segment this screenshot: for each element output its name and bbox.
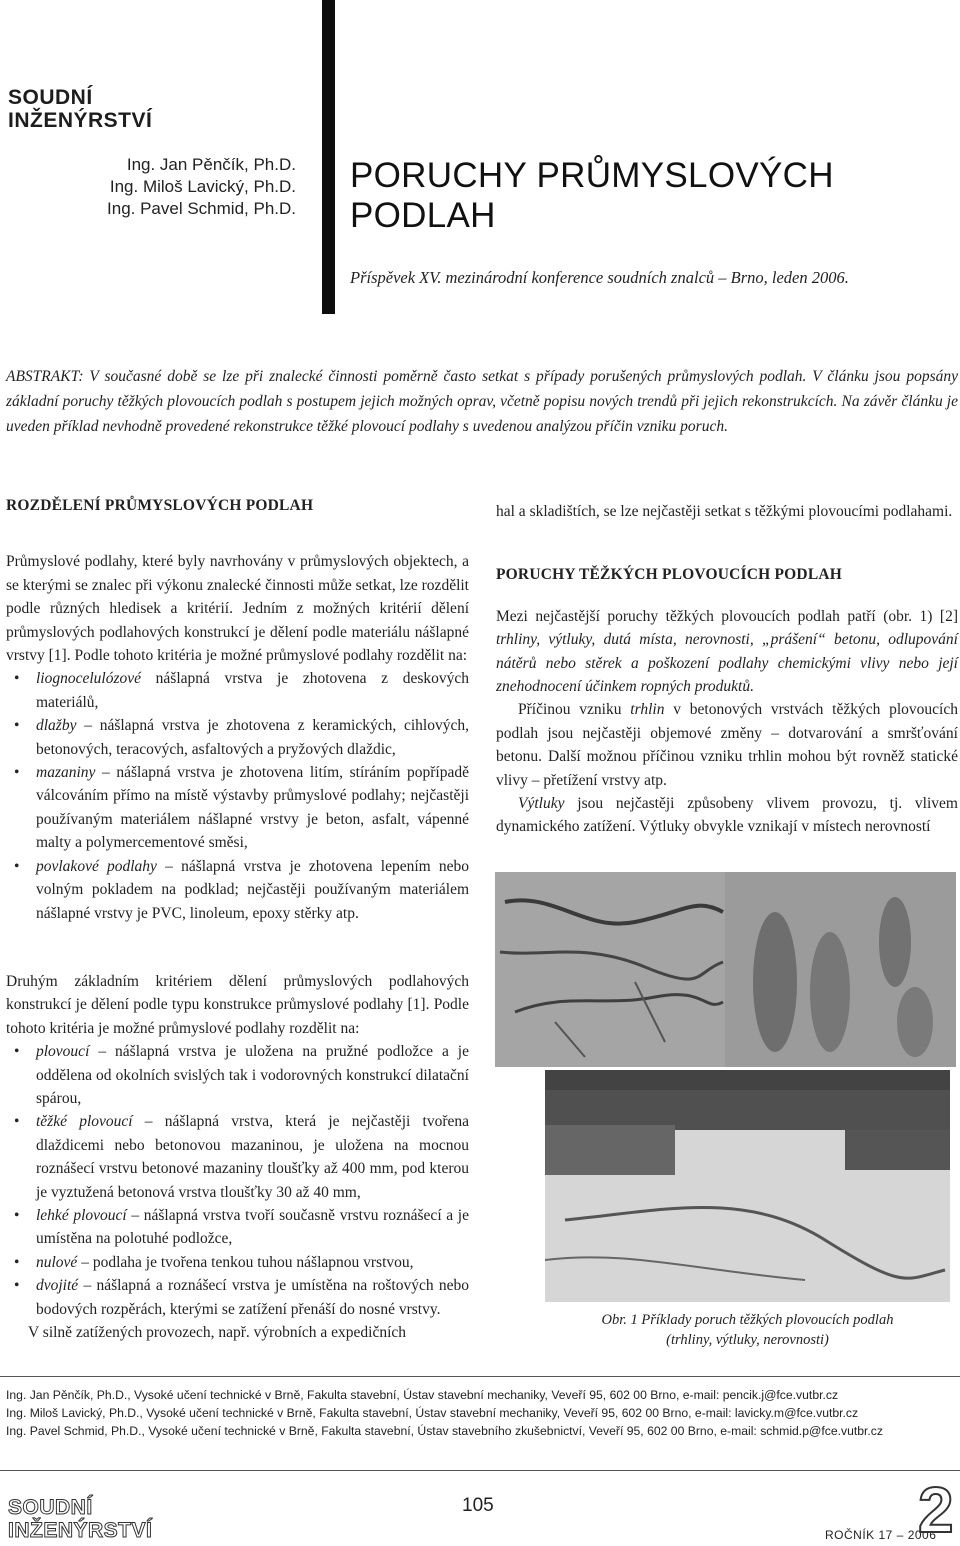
list-item: • těžké plovoucí – nášlapná vrstva, která je nejčastěji tvořena dlaždicemi nebo betonovou mazaninou, je uložena na mocnou roznášecí vrstvu betonové mazaniny tloušťky až 400 mm, pod kterou je vyztužená betonová vrstva tloušťky 30 až 40 mm,	[36, 1110, 469, 1204]
section-heading-rozdeleni: ROZDĚLENÍ PRŮMYSLOVÝCH PODLAH	[6, 497, 314, 514]
author-1: Ing. Jan Pěnčík, Ph.D.	[126, 155, 296, 174]
affiliation-line: Ing. Jan Pěnčík, Ph.D., Vysoké učení technické v Brně, Fakulta stavební, Ústav stavební mechaniky, Veveří 95, 602 00 Brno, e-mail: pencik.j@fce.vutbr.cz	[6, 1388, 839, 1402]
material-list	[6, 667, 469, 924]
construction-type-list	[6, 1040, 469, 1321]
author-list	[6, 154, 296, 220]
article-subtitle: Příspěvek XV. mezinárodní konference soudních znalců – Brno, leden 2006.	[350, 268, 849, 287]
footer-rule	[0, 1376, 960, 1377]
intro-paragraph: Průmyslové podlahy, které byly navrhovány v průmyslových objektech, a se kterými se znalec při výkonu znalecké činnosti může setkat, lze rozdělit podle různých hledisek a kritérií. Jedním z možných kritérií dělení průmyslových podlahových konstrukcí je dělení podle materiálu nášlapné vrstvy [1]. Podle tohoto kritéria je možné průmyslové podlahy rozdělit na:	[6, 553, 469, 665]
closing-paragraph: V silně zatížených provozech, např. výrobních a expedičních	[28, 1324, 407, 1342]
author-2: Ing. Miloš Lavický, Ph.D.	[109, 177, 296, 196]
figure-caption	[545, 1310, 950, 1350]
footer-logo	[8, 1496, 152, 1542]
list-item: • povlakové podlahy – nášlapná vrstva je zhotovena lepením nebo volným pokladem na podklad; nejčastěji používaným materiálem nášlapné vrstvy je PVC, linoleum, epoxy stěrky atp.	[36, 855, 469, 925]
list-item: • liognocelulózové nášlapná vrstva je zhotovena z deskových materiálů,	[36, 667, 469, 714]
continued-paragraph: hal a skladištích, se lze nejčastěji setkat s těžkými plovoucími podlahami.	[496, 503, 953, 520]
issue-number: 2	[918, 1474, 954, 1546]
photo-cracks	[495, 872, 956, 1067]
author-affiliations	[6, 1386, 883, 1440]
left-column-lower	[6, 970, 469, 1345]
section-heading-poruchy: PORUCHY TĚŽKÝCH PLOVOUCÍCH PODLAH	[496, 566, 843, 584]
left-column	[6, 494, 469, 925]
list-item: • nulové – podlaha je tvořena tenkou tuhou nášlapnou vrstvou,	[36, 1251, 469, 1274]
crack-image	[495, 872, 956, 1067]
header-divider-bar	[322, 0, 335, 314]
right-column	[496, 500, 958, 839]
list-item: • dlažby – nášlapná vrstva je zhotovena z keramických, cihlových, betonových, teracových, asfaltových a pryžových dlaždic,	[36, 714, 469, 761]
second-criterion-paragraph: Druhým základním kritériem dělení průmyslových podlahových konstrukcí je dělení podle typu konstrukce průmyslové podlahy [1]. Podle tohoto kritéria je možné průmyslové podlahy rozdělit na:	[6, 973, 469, 1037]
logo-line-2: INŽENÝRSTVÍ	[8, 109, 153, 132]
journal-logo	[8, 86, 152, 132]
volume-label: ROČNÍK 17 – 2006	[825, 1528, 937, 1542]
list-item: • lehké plovoucí – nášlapná vrstva tvoří současně vrstvu roznášecí a je umístěna na polotuhé podložce,	[36, 1204, 469, 1251]
cracks-paragraph: Příčinou vzniku trhlin v betonových vrstvách těžkých plovoucích podlah jsou nejčastěji objemové změny – dotvarování a smršťování betonu. Další možnou příčinou vzniku trhlin mohou být rovněž statické vlivy – přetížení vrstvy atp.	[496, 701, 958, 789]
potholes-paragraph: Výtluky jsou nejčastěji způsobeny vlivem provozu, tj. vlivem dynamického zatížení. Výtluky obvykle vznikají v místech nerovností	[496, 795, 958, 836]
abstract: ABSTRAKT: V současné době se lze při znalecké činnosti poměrně často setkat s případy porušených průmyslových podlah. V článku jsou popsány základní poruchy těžkých plovoucích podlah s postupem jejich možných oprav, včetně popisu nových trendů při jejich rekonstrukcích. Na závěr článku je uveden příklad nevhodně provedené rekonstrukce těžké plovoucí podlahy s uvedenou analýzou příčin vzniku poruch.	[6, 368, 958, 435]
affiliation-line: Ing. Miloš Lavický, Ph.D., Vysoké učení technické v Brně, Fakulta stavební, Ústav stavební mechaniky, Veveří 95, 602 00 Brno, e-mail: lavicky.m@fce.vutbr.cz	[6, 1406, 859, 1420]
author-3: Ing. Pavel Schmid, Ph.D.	[107, 199, 296, 218]
page-number: 105	[462, 1495, 494, 1516]
defects-paragraph: Mezi nejčastější poruchy těžkých plovoucích podlah patří (obr. 1) [2] trhliny, výtluky, dutá místa, nerovnosti, „prášení“ betonu, odlupování nátěrů nebo stěrek a poškození podlahy chemickými vlivy nebo její znehodnocení účinkem ropných produktů.	[496, 607, 958, 696]
photo-hall-floor	[545, 1070, 950, 1302]
affiliation-line: Ing. Pavel Schmid, Ph.D., Vysoké učení technické v Brně, Fakulta stavební, Ústav stavebního zkušebnictví, Veveří 95, 602 00 Brno, e-mail: schmid.p@fce.vutbr.cz	[6, 1424, 883, 1438]
footer-logo-line-2: INŽENÝRSTVÍ	[8, 1519, 153, 1542]
list-item: • plovoucí – nášlapná vrstva je uložena na pružné podložce a je oddělena od okolních svislých tak i vodorovných konstrukcí dilatační spárou,	[36, 1040, 469, 1110]
caption-line-2: (trhliny, výtluky, nerovnosti)	[666, 1332, 829, 1348]
footer-logo-line-1: SOUDNÍ	[8, 1496, 93, 1519]
hall-image	[545, 1070, 950, 1302]
logo-line-1: SOUDNÍ	[8, 86, 93, 109]
article-title: PORUCHY PRŮMYSLOVÝCH PODLAH	[350, 156, 834, 235]
list-item: • mazaniny – nášlapná vrstva je zhotovena litím, stíráním popřípadě válcováním přímo na místě výstavby průmyslové podlahy; nejčastěji používaným materiálem nášlapné vrstvy je beton, asfalt, vápenné malty a polymercementové směsi,	[36, 761, 469, 855]
footer-rule-bottom	[0, 1470, 960, 1471]
caption-line-1: Obr. 1 Příklady poruch těžkých plovoucích podlah	[601, 1312, 894, 1328]
list-item: • dvojité – nášlapná a roznášecí vrstva je umístěna na roštových nebo bodových rozpěrách, kterými se zatížení přenáší do nosné vrstvy.	[36, 1274, 469, 1321]
